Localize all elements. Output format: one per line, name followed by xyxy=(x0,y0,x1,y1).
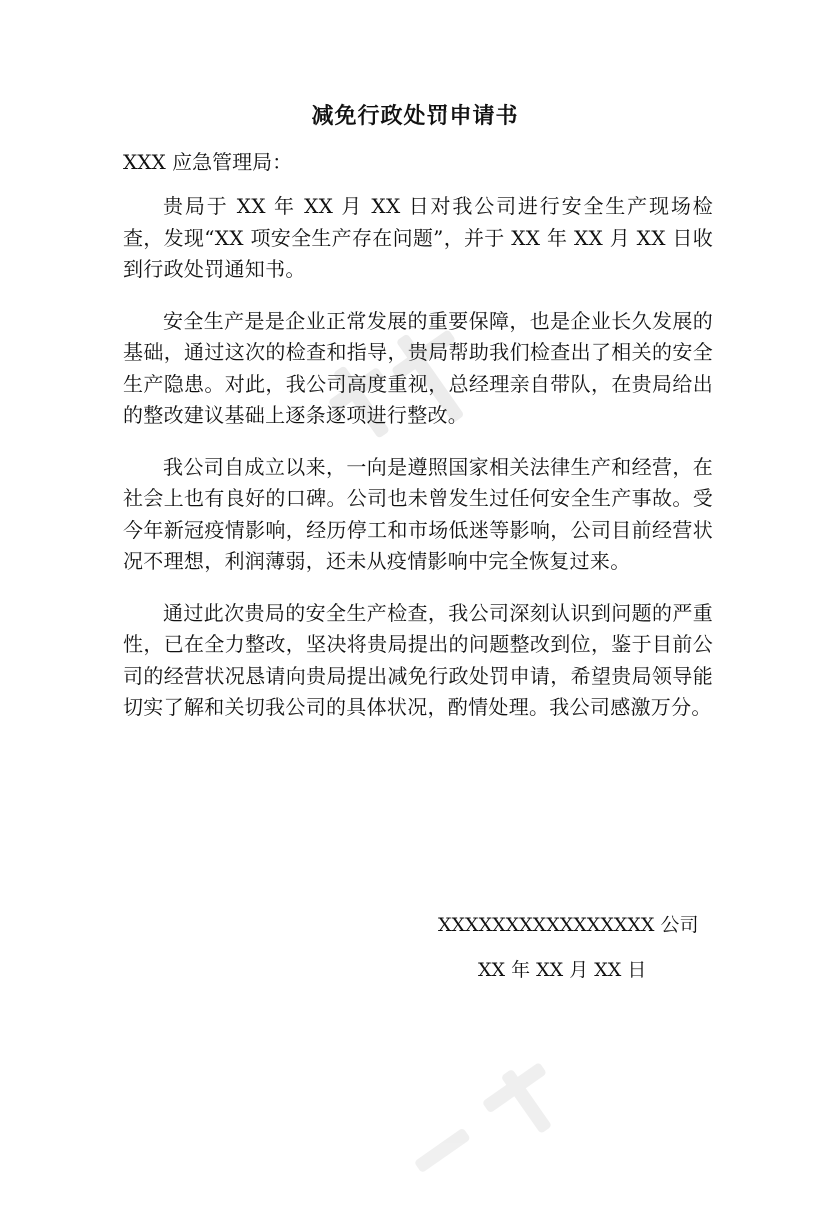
paragraph-1: 贵局于 XX 年 XX 月 XX 日对我公司进行安全生产现场检查，发现“XX 项安全生产存在问题”，并于 XX 年 XX 月 XX 日收到行政处罚通知书。 xyxy=(123,194,713,281)
paragraph-2: 安全生产是是企业正常发展的重要保障，也是企业长久发展的基础，通过这次的检查和指导，贵局帮助我们检查出了相关的安全生产隐患。对此，我公司高度重视，总经理亲自带队，在贵局给出的整改建议基础上逐条逐项进行整改。 xyxy=(123,308,713,427)
paragraph-4: 通过此次贵局的安全生产检查，我公司深刻认识到问题的严重性，已在全力整改，坚决将贵局提出的问题整改到位，鉴于目前公司的经营状况恳请向贵局提出减免行政处罚申请，希望贵局领导能切实了解和关切我公司的具体状况，酌情处理。我公司感激万分。 xyxy=(123,600,713,719)
watermark-graphic-bottom xyxy=(394,1025,626,1225)
paragraph-3: 我公司自成立以来，一向是遵照国家相关法律生产和经营，在社会上也有良好的口碑。公司也未曾发生过任何安全生产事故。受今年新冠疫情影响，经历停工和市场低迷等影响，公司目前经营状况不理想，利润薄弱，还未从疫情影响中完全恢复过来。 xyxy=(123,454,713,573)
salutation: XXX 应急管理局： xyxy=(123,150,293,174)
signature-company: XXXXXXXXXXXXXXXX 公司 xyxy=(438,914,699,936)
signature-date: XX 年 XX 月 XX 日 xyxy=(478,959,647,981)
document-title: 减免行政处罚申请书 xyxy=(311,104,519,129)
document-body xyxy=(123,191,713,744)
